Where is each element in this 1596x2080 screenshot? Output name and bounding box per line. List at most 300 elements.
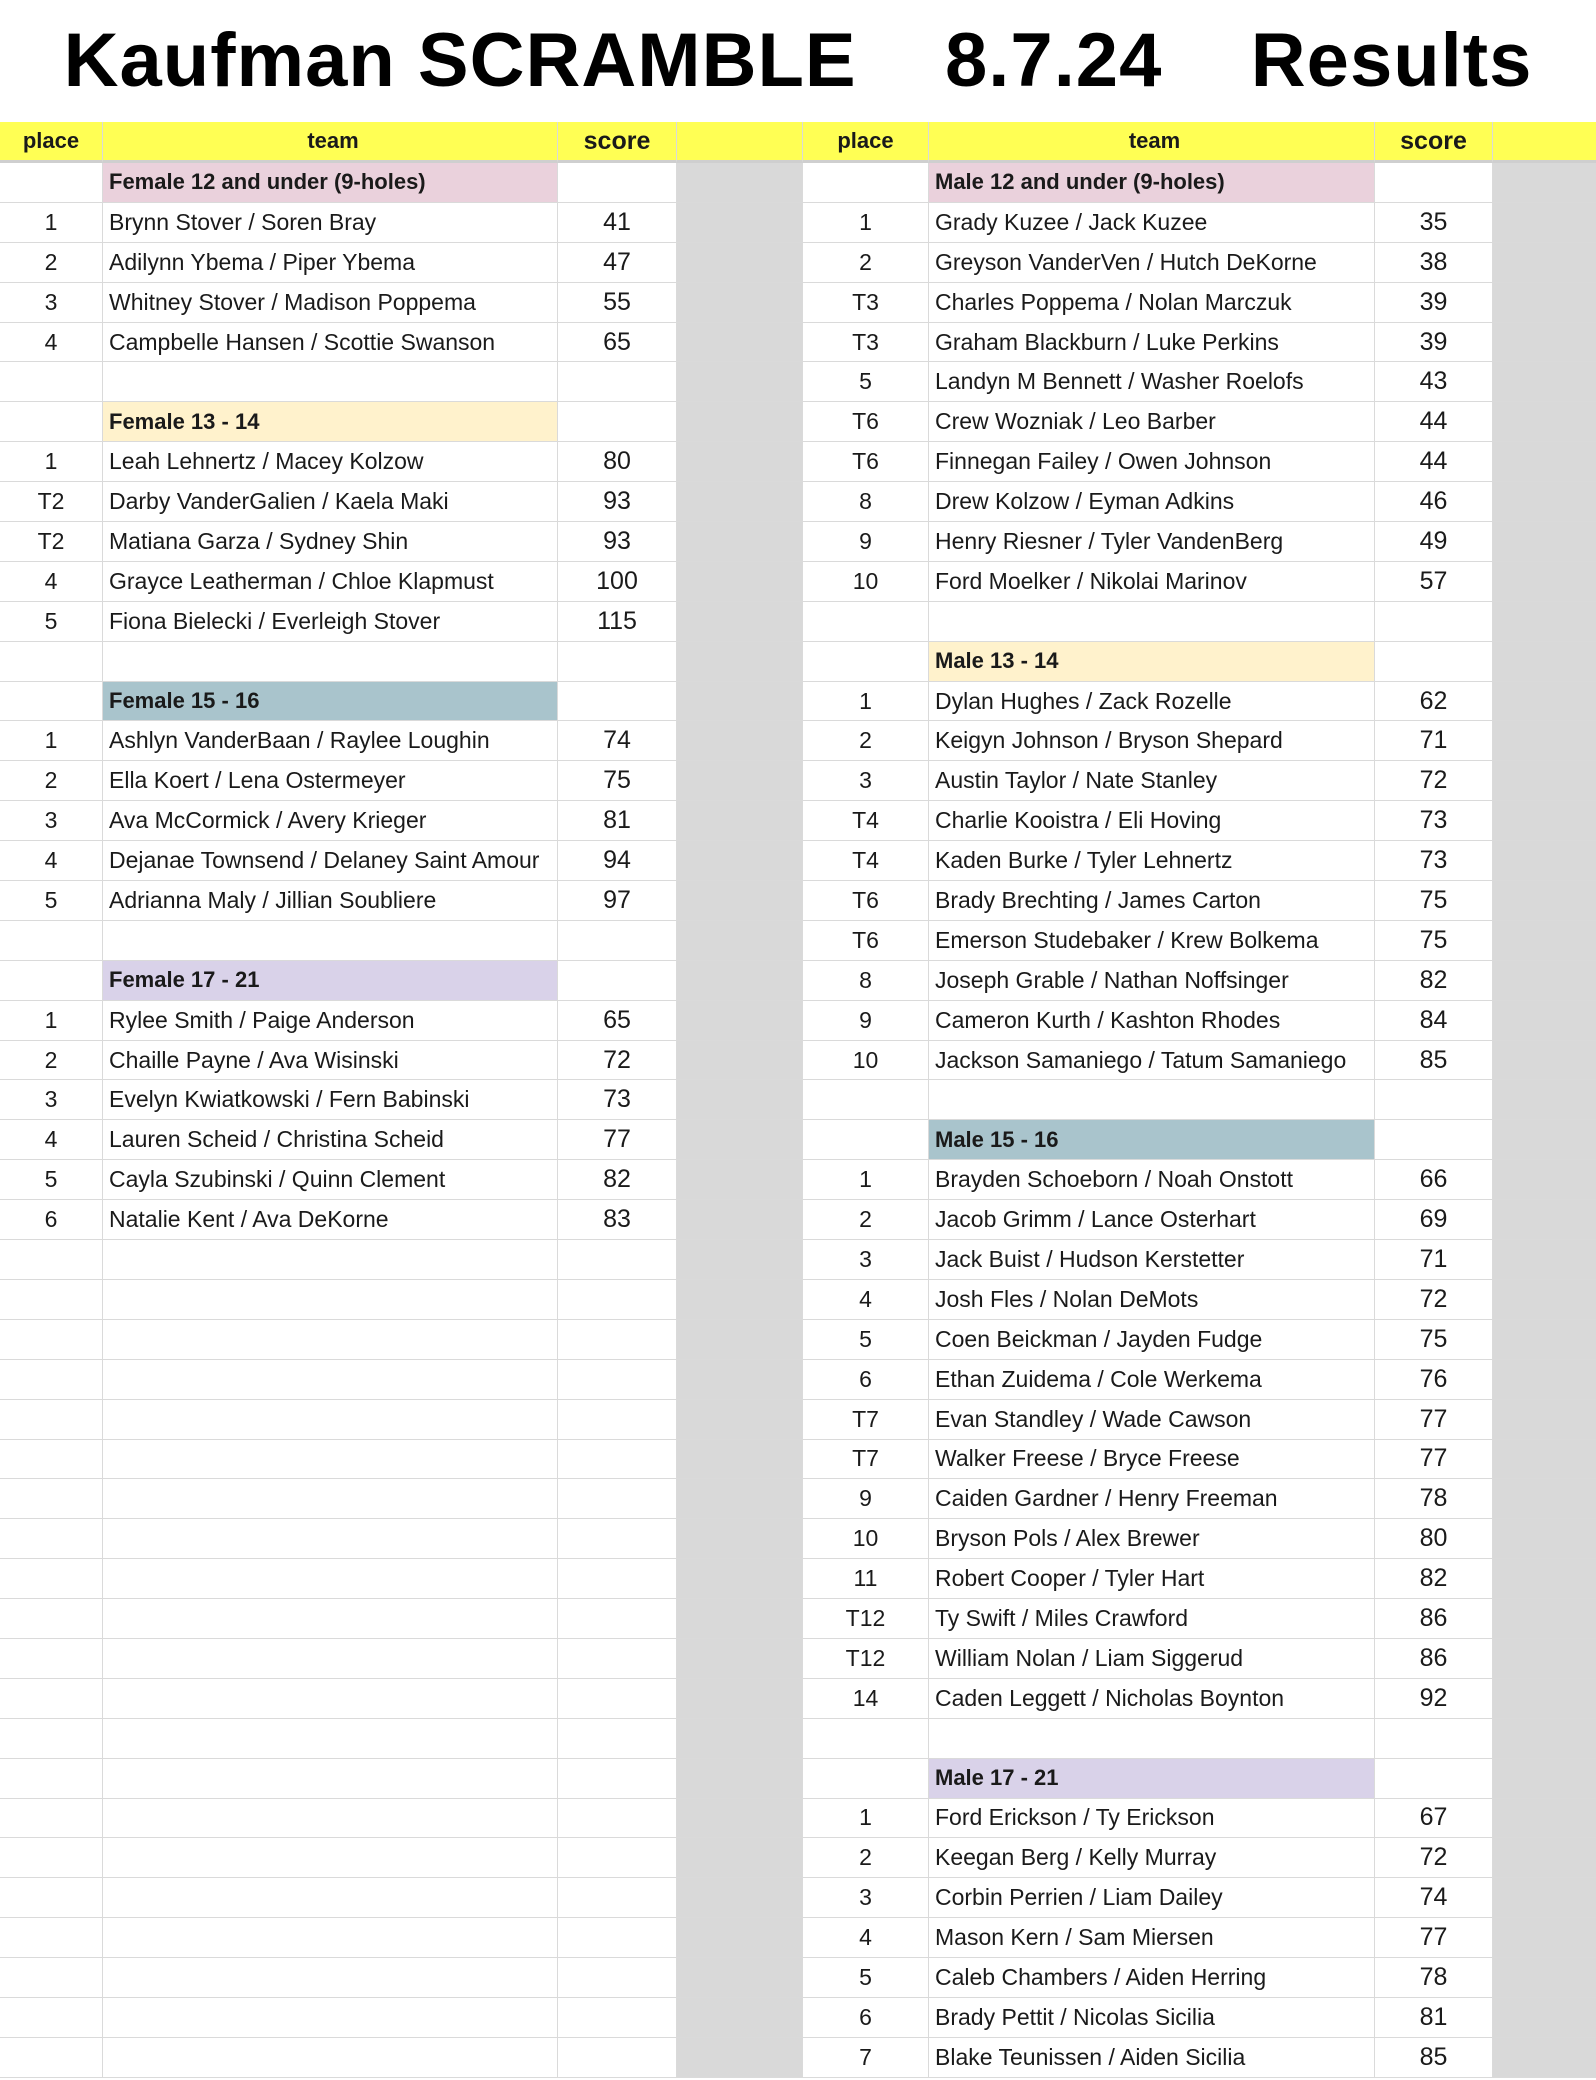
score-cell[interactable]: 85 xyxy=(1375,2038,1493,2078)
place-cell[interactable]: 4 xyxy=(0,1120,103,1160)
score-cell[interactable]: 71 xyxy=(1375,1240,1493,1280)
empty-cell[interactable] xyxy=(0,1998,103,2038)
team-cell[interactable]: Lauren Scheid / Christina Scheid xyxy=(103,1120,558,1160)
team-cell[interactable]: Ashlyn VanderBaan / Raylee Loughin xyxy=(103,721,558,761)
place-cell[interactable]: T6 xyxy=(803,921,929,961)
empty-cell[interactable] xyxy=(103,362,558,402)
empty-cell[interactable] xyxy=(558,1838,677,1878)
score-cell[interactable]: 43 xyxy=(1375,362,1493,402)
empty-cell[interactable] xyxy=(103,1759,558,1799)
place-cell[interactable]: 6 xyxy=(803,1360,929,1400)
empty-cell[interactable] xyxy=(558,1360,677,1400)
empty-cell[interactable] xyxy=(103,1918,558,1958)
place-cell[interactable]: T3 xyxy=(803,283,929,323)
separator-column-cell xyxy=(1493,642,1596,682)
team-cell[interactable]: Caleb Chambers / Aiden Herring xyxy=(929,1958,1375,1998)
empty-cell[interactable] xyxy=(103,1838,558,1878)
place-cell[interactable]: 3 xyxy=(0,1080,103,1120)
place-cell[interactable]: 4 xyxy=(803,1280,929,1320)
empty-cell[interactable] xyxy=(929,602,1375,642)
empty-cell[interactable] xyxy=(103,1799,558,1839)
empty-cell[interactable] xyxy=(558,682,677,722)
score-cell[interactable]: 94 xyxy=(558,841,677,881)
team-cell[interactable]: Drew Kolzow / Eyman Adkins xyxy=(929,482,1375,522)
team-cell[interactable]: Adrianna Maly / Jillian Soubliere xyxy=(103,881,558,921)
team-cell[interactable]: Caden Leggett / Nicholas Boynton xyxy=(929,1679,1375,1719)
score-cell[interactable]: 75 xyxy=(1375,881,1493,921)
team-cell[interactable]: Evelyn Kwiatkowski / Fern Babinski xyxy=(103,1080,558,1120)
place-cell[interactable]: 5 xyxy=(803,1320,929,1360)
score-cell[interactable]: 75 xyxy=(558,761,677,801)
score-cell[interactable]: 82 xyxy=(1375,961,1493,1001)
score-cell[interactable]: 77 xyxy=(1375,1400,1493,1440)
empty-cell[interactable] xyxy=(0,1759,103,1799)
team-cell[interactable]: William Nolan / Liam Siggerud xyxy=(929,1639,1375,1679)
team-cell[interactable]: Whitney Stover / Madison Poppema xyxy=(103,283,558,323)
place-cell[interactable]: T3 xyxy=(803,323,929,363)
team-cell[interactable]: Brady Pettit / Nicolas Sicilia xyxy=(929,1998,1375,2038)
empty-cell[interactable] xyxy=(558,1400,677,1440)
empty-cell[interactable] xyxy=(558,1280,677,1320)
empty-cell[interactable] xyxy=(0,362,103,402)
place-cell[interactable]: 1 xyxy=(803,1160,929,1200)
score-cell[interactable]: 46 xyxy=(1375,482,1493,522)
place-cell[interactable]: T2 xyxy=(0,522,103,562)
empty-cell[interactable] xyxy=(103,2038,558,2078)
place-cell[interactable]: 3 xyxy=(0,283,103,323)
empty-cell[interactable] xyxy=(103,1559,558,1599)
empty-cell[interactable] xyxy=(803,1719,929,1759)
team-cell[interactable]: Keigyn Johnson / Bryson Shepard xyxy=(929,721,1375,761)
score-cell[interactable]: 93 xyxy=(558,482,677,522)
empty-cell[interactable] xyxy=(803,642,929,682)
empty-cell[interactable] xyxy=(103,1958,558,1998)
place-cell[interactable]: T6 xyxy=(803,881,929,921)
score-cell[interactable]: 73 xyxy=(558,1080,677,1120)
separator-column-cell xyxy=(677,1998,803,2038)
team-cell[interactable]: Natalie Kent / Ava DeKorne xyxy=(103,1200,558,1240)
place-cell[interactable]: 1 xyxy=(0,1001,103,1041)
team-cell[interactable]: Brady Brechting / James Carton xyxy=(929,881,1375,921)
right-category-label[interactable]: Male 12 and under (9-holes) xyxy=(929,163,1375,203)
place-cell[interactable]: T2 xyxy=(0,482,103,522)
team-cell[interactable]: Finnegan Failey / Owen Johnson xyxy=(929,442,1375,482)
score-cell[interactable]: 76 xyxy=(1375,1360,1493,1400)
empty-cell[interactable] xyxy=(558,1799,677,1839)
score-cell[interactable]: 83 xyxy=(558,1200,677,1240)
team-cell[interactable]: Matiana Garza / Sydney Shin xyxy=(103,522,558,562)
left-category-label[interactable]: Female 12 and under (9-holes) xyxy=(103,163,558,203)
score-cell[interactable]: 67 xyxy=(1375,1799,1493,1839)
score-cell[interactable]: 77 xyxy=(558,1120,677,1160)
score-cell[interactable]: 82 xyxy=(1375,1559,1493,1599)
score-cell[interactable]: 77 xyxy=(1375,1918,1493,1958)
score-cell[interactable]: 65 xyxy=(558,323,677,363)
team-cell[interactable]: Evan Standley / Wade Cawson xyxy=(929,1400,1375,1440)
team-cell[interactable]: Adilynn Ybema / Piper Ybema xyxy=(103,243,558,283)
score-cell[interactable]: 74 xyxy=(558,721,677,761)
empty-cell[interactable] xyxy=(558,1559,677,1599)
empty-cell[interactable] xyxy=(0,1440,103,1480)
place-cell[interactable]: 4 xyxy=(0,562,103,602)
score-cell[interactable]: 81 xyxy=(558,801,677,841)
place-cell[interactable]: 2 xyxy=(0,1041,103,1081)
separator-column-cell xyxy=(677,961,803,1001)
team-cell[interactable]: Graham Blackburn / Luke Perkins xyxy=(929,323,1375,363)
empty-cell[interactable] xyxy=(1375,1120,1493,1160)
empty-cell[interactable] xyxy=(558,1719,677,1759)
team-cell[interactable]: Dylan Hughes / Zack Rozelle xyxy=(929,682,1375,722)
separator-column-cell xyxy=(1493,1200,1596,1240)
left-category-label[interactable]: Female 15 - 16 xyxy=(103,682,558,722)
empty-cell[interactable] xyxy=(558,362,677,402)
team-cell[interactable]: Ava McCormick / Avery Krieger xyxy=(103,801,558,841)
score-cell[interactable]: 80 xyxy=(1375,1519,1493,1559)
empty-cell[interactable] xyxy=(803,163,929,203)
score-cell[interactable]: 97 xyxy=(558,881,677,921)
score-cell[interactable]: 73 xyxy=(1375,841,1493,881)
team-cell[interactable]: Rylee Smith / Paige Anderson xyxy=(103,1001,558,1041)
team-cell[interactable]: Corbin Perrien / Liam Dailey xyxy=(929,1878,1375,1918)
place-cell[interactable]: T4 xyxy=(803,841,929,881)
empty-cell[interactable] xyxy=(1375,1080,1493,1120)
score-cell[interactable]: 85 xyxy=(1375,1041,1493,1081)
team-cell[interactable]: Robert Cooper / Tyler Hart xyxy=(929,1559,1375,1599)
empty-cell[interactable] xyxy=(558,1878,677,1918)
place-cell[interactable]: 2 xyxy=(803,721,929,761)
score-cell[interactable]: 71 xyxy=(1375,721,1493,761)
score-cell[interactable]: 78 xyxy=(1375,1958,1493,1998)
empty-cell[interactable] xyxy=(1375,602,1493,642)
place-cell[interactable]: T7 xyxy=(803,1440,929,1480)
empty-cell[interactable] xyxy=(558,1998,677,2038)
place-cell[interactable]: 3 xyxy=(803,1240,929,1280)
empty-cell[interactable] xyxy=(1375,642,1493,682)
team-cell[interactable]: Dejanae Townsend / Delaney Saint Amour xyxy=(103,841,558,881)
empty-cell[interactable] xyxy=(558,1679,677,1719)
separator-column-cell xyxy=(677,2038,803,2078)
empty-cell[interactable] xyxy=(103,1400,558,1440)
empty-cell[interactable] xyxy=(0,1400,103,1440)
team-cell[interactable]: Coen Beickman / Jayden Fudge xyxy=(929,1320,1375,1360)
score-cell[interactable]: 72 xyxy=(1375,1838,1493,1878)
right-category-label[interactable]: Male 17 - 21 xyxy=(929,1759,1375,1799)
empty-cell[interactable] xyxy=(103,1878,558,1918)
team-cell[interactable]: Chaille Payne / Ava Wisinski xyxy=(103,1041,558,1081)
empty-cell[interactable] xyxy=(0,1519,103,1559)
empty-cell[interactable] xyxy=(558,921,677,961)
empty-cell[interactable] xyxy=(558,1240,677,1280)
score-cell[interactable]: 75 xyxy=(1375,921,1493,961)
score-cell[interactable]: 73 xyxy=(1375,801,1493,841)
team-cell[interactable]: Greyson VanderVen / Hutch DeKorne xyxy=(929,243,1375,283)
empty-cell[interactable] xyxy=(558,2038,677,2078)
empty-cell[interactable] xyxy=(558,1440,677,1480)
score-cell[interactable]: 81 xyxy=(1375,1998,1493,2038)
empty-cell[interactable] xyxy=(103,1599,558,1639)
score-cell[interactable]: 86 xyxy=(1375,1639,1493,1679)
score-cell[interactable]: 86 xyxy=(1375,1599,1493,1639)
place-cell[interactable]: 4 xyxy=(0,323,103,363)
empty-cell[interactable] xyxy=(0,1280,103,1320)
place-cell[interactable]: 4 xyxy=(0,841,103,881)
empty-cell[interactable] xyxy=(0,1599,103,1639)
team-cell[interactable]: Charles Poppema / Nolan Marczuk xyxy=(929,283,1375,323)
place-cell[interactable]: 5 xyxy=(0,602,103,642)
team-cell[interactable]: Brayden Schoeborn / Noah Onstott xyxy=(929,1160,1375,1200)
separator-column-cell xyxy=(677,1360,803,1400)
empty-cell[interactable] xyxy=(0,682,103,722)
team-cell[interactable]: Fiona Bielecki / Everleigh Stover xyxy=(103,602,558,642)
empty-cell[interactable] xyxy=(1375,163,1493,203)
score-cell[interactable]: 55 xyxy=(558,283,677,323)
empty-cell[interactable] xyxy=(0,921,103,961)
separator-column-cell xyxy=(677,721,803,761)
left-category-label[interactable]: Female 17 - 21 xyxy=(103,961,558,1001)
team-cell[interactable]: Jacob Grimm / Lance Osterhart xyxy=(929,1200,1375,1240)
empty-cell[interactable] xyxy=(558,1918,677,1958)
separator-column-cell xyxy=(677,1280,803,1320)
place-cell[interactable]: 1 xyxy=(803,682,929,722)
team-cell[interactable]: Cameron Kurth / Kashton Rhodes xyxy=(929,1001,1375,1041)
place-cell[interactable]: 10 xyxy=(803,1519,929,1559)
empty-cell[interactable] xyxy=(558,163,677,203)
place-cell[interactable]: T7 xyxy=(803,1400,929,1440)
empty-cell[interactable] xyxy=(558,1479,677,1519)
empty-cell[interactable] xyxy=(103,1320,558,1360)
place-cell[interactable]: 3 xyxy=(803,761,929,801)
place-cell[interactable]: 5 xyxy=(803,362,929,402)
score-cell[interactable]: 80 xyxy=(558,442,677,482)
place-cell[interactable]: 4 xyxy=(803,1918,929,1958)
team-cell[interactable]: Ella Koert / Lena Ostermeyer xyxy=(103,761,558,801)
place-cell[interactable]: 1 xyxy=(803,1799,929,1839)
score-cell[interactable]: 49 xyxy=(1375,522,1493,562)
empty-cell[interactable] xyxy=(0,1559,103,1599)
place-cell[interactable]: 7 xyxy=(803,2038,929,2078)
empty-cell[interactable] xyxy=(0,1639,103,1679)
separator-column-cell xyxy=(1493,163,1596,203)
place-cell[interactable]: 11 xyxy=(803,1559,929,1599)
team-cell[interactable]: Ty Swift / Miles Crawford xyxy=(929,1599,1375,1639)
empty-cell[interactable] xyxy=(0,402,103,442)
empty-cell[interactable] xyxy=(558,1599,677,1639)
left-category-label[interactable]: Female 13 - 14 xyxy=(103,402,558,442)
place-cell[interactable]: T6 xyxy=(803,442,929,482)
score-cell[interactable]: 92 xyxy=(1375,1679,1493,1719)
place-cell[interactable]: 3 xyxy=(0,801,103,841)
empty-cell[interactable] xyxy=(0,1320,103,1360)
team-cell[interactable]: Crew Wozniak / Leo Barber xyxy=(929,402,1375,442)
place-cell[interactable]: 6 xyxy=(0,1200,103,1240)
place-cell[interactable]: 2 xyxy=(0,243,103,283)
place-cell[interactable]: 1 xyxy=(803,203,929,243)
score-cell[interactable]: 62 xyxy=(1375,682,1493,722)
empty-cell[interactable] xyxy=(0,1360,103,1400)
place-cell[interactable]: 5 xyxy=(0,1160,103,1200)
team-cell[interactable]: Landyn M Bennett / Washer Roelofs xyxy=(929,362,1375,402)
empty-cell[interactable] xyxy=(803,1759,929,1799)
place-cell[interactable]: T6 xyxy=(803,402,929,442)
team-cell[interactable]: Austin Taylor / Nate Stanley xyxy=(929,761,1375,801)
right-category-label[interactable]: Male 15 - 16 xyxy=(929,1120,1375,1160)
empty-cell[interactable] xyxy=(929,1719,1375,1759)
score-cell[interactable]: 78 xyxy=(1375,1479,1493,1519)
team-cell[interactable]: Josh Fles / Nolan DeMots xyxy=(929,1280,1375,1320)
score-cell[interactable]: 44 xyxy=(1375,402,1493,442)
place-cell[interactable]: 9 xyxy=(803,1001,929,1041)
place-cell[interactable]: 2 xyxy=(803,1200,929,1240)
empty-cell[interactable] xyxy=(1375,1759,1493,1799)
place-cell[interactable]: 2 xyxy=(803,1838,929,1878)
place-cell[interactable]: 1 xyxy=(0,442,103,482)
place-cell[interactable]: 10 xyxy=(803,1041,929,1081)
separator-column-cell xyxy=(1493,1320,1596,1360)
team-cell[interactable]: Ethan Zuidema / Cole Werkema xyxy=(929,1360,1375,1400)
empty-cell[interactable] xyxy=(558,1519,677,1559)
place-cell[interactable]: T12 xyxy=(803,1639,929,1679)
empty-cell[interactable] xyxy=(103,1280,558,1320)
place-cell[interactable]: 9 xyxy=(803,522,929,562)
empty-cell[interactable] xyxy=(0,1838,103,1878)
place-cell[interactable]: 8 xyxy=(803,961,929,1001)
score-cell[interactable]: 65 xyxy=(558,1001,677,1041)
empty-cell[interactable] xyxy=(558,961,677,1001)
score-cell[interactable]: 75 xyxy=(1375,1320,1493,1360)
empty-cell[interactable] xyxy=(929,1080,1375,1120)
score-cell[interactable]: 77 xyxy=(1375,1440,1493,1480)
place-cell[interactable]: T4 xyxy=(803,801,929,841)
place-cell[interactable]: 8 xyxy=(803,482,929,522)
place-cell[interactable]: 6 xyxy=(803,1998,929,2038)
empty-cell[interactable] xyxy=(0,1958,103,1998)
place-cell[interactable]: 1 xyxy=(0,721,103,761)
empty-cell[interactable] xyxy=(103,1240,558,1280)
score-cell[interactable]: 84 xyxy=(1375,1001,1493,1041)
right-category-label[interactable]: Male 13 - 14 xyxy=(929,642,1375,682)
team-cell[interactable]: Ford Moelker / Nikolai Marinov xyxy=(929,562,1375,602)
empty-cell[interactable] xyxy=(0,163,103,203)
empty-cell[interactable] xyxy=(103,642,558,682)
empty-cell[interactable] xyxy=(0,1719,103,1759)
score-cell[interactable]: 72 xyxy=(558,1041,677,1081)
score-cell[interactable]: 72 xyxy=(1375,761,1493,801)
score-cell[interactable]: 39 xyxy=(1375,323,1493,363)
empty-cell[interactable] xyxy=(103,1479,558,1519)
team-cell[interactable]: Caiden Gardner / Henry Freeman xyxy=(929,1479,1375,1519)
score-cell[interactable]: 69 xyxy=(1375,1200,1493,1240)
empty-cell[interactable] xyxy=(0,1878,103,1918)
score-cell[interactable]: 47 xyxy=(558,243,677,283)
place-cell[interactable]: 9 xyxy=(803,1479,929,1519)
team-cell[interactable]: Bryson Pols / Alex Brewer xyxy=(929,1519,1375,1559)
empty-cell[interactable] xyxy=(0,642,103,682)
team-cell[interactable]: Brynn Stover / Soren Bray xyxy=(103,203,558,243)
empty-cell[interactable] xyxy=(558,1639,677,1679)
place-cell[interactable]: 5 xyxy=(0,881,103,921)
score-cell[interactable]: 66 xyxy=(1375,1160,1493,1200)
empty-cell[interactable] xyxy=(0,1918,103,1958)
score-cell[interactable]: 115 xyxy=(558,602,677,642)
team-cell[interactable]: Emerson Studebaker / Krew Bolkema xyxy=(929,921,1375,961)
score-cell[interactable]: 38 xyxy=(1375,243,1493,283)
team-cell[interactable]: Mason Kern / Sam Miersen xyxy=(929,1918,1375,1958)
empty-cell[interactable] xyxy=(0,1240,103,1280)
team-cell[interactable]: Jack Buist / Hudson Kerstetter xyxy=(929,1240,1375,1280)
empty-cell[interactable] xyxy=(0,1799,103,1839)
place-cell[interactable]: 5 xyxy=(803,1958,929,1998)
empty-cell[interactable] xyxy=(1375,1719,1493,1759)
place-cell[interactable]: 14 xyxy=(803,1679,929,1719)
team-cell[interactable]: Ford Erickson / Ty Erickson xyxy=(929,1799,1375,1839)
empty-cell[interactable] xyxy=(0,1479,103,1519)
empty-cell[interactable] xyxy=(558,402,677,442)
empty-cell[interactable] xyxy=(0,2038,103,2078)
score-cell[interactable]: 57 xyxy=(1375,562,1493,602)
team-cell[interactable]: Jackson Samaniego / Tatum Samaniego xyxy=(929,1041,1375,1081)
empty-cell[interactable] xyxy=(558,642,677,682)
empty-cell[interactable] xyxy=(803,1080,929,1120)
place-cell[interactable]: 1 xyxy=(0,203,103,243)
team-cell[interactable]: Campbelle Hansen / Scottie Swanson xyxy=(103,323,558,363)
empty-cell[interactable] xyxy=(103,921,558,961)
empty-cell[interactable] xyxy=(803,1120,929,1160)
empty-cell[interactable] xyxy=(103,1679,558,1719)
team-cell[interactable]: Walker Freese / Bryce Freese xyxy=(929,1440,1375,1480)
score-cell[interactable]: 44 xyxy=(1375,442,1493,482)
score-cell[interactable]: 82 xyxy=(558,1160,677,1200)
empty-cell[interactable] xyxy=(558,1320,677,1360)
team-cell[interactable]: Kaden Burke / Tyler Lehnertz xyxy=(929,841,1375,881)
empty-cell[interactable] xyxy=(0,961,103,1001)
score-cell[interactable]: 41 xyxy=(558,203,677,243)
score-cell[interactable]: 72 xyxy=(1375,1280,1493,1320)
empty-cell[interactable] xyxy=(558,1958,677,1998)
team-cell[interactable]: Keegan Berg / Kelly Murray xyxy=(929,1838,1375,1878)
empty-cell[interactable] xyxy=(103,1998,558,2038)
team-cell[interactable]: Henry Riesner / Tyler VandenBerg xyxy=(929,522,1375,562)
empty-cell[interactable] xyxy=(0,1679,103,1719)
separator-column-cell xyxy=(677,203,803,243)
empty-cell[interactable] xyxy=(103,1360,558,1400)
empty-cell[interactable] xyxy=(103,1639,558,1679)
empty-cell[interactable] xyxy=(103,1519,558,1559)
place-cell[interactable]: 2 xyxy=(0,761,103,801)
score-cell[interactable]: 35 xyxy=(1375,203,1493,243)
team-cell[interactable]: Grady Kuzee / Jack Kuzee xyxy=(929,203,1375,243)
empty-cell[interactable] xyxy=(558,1759,677,1799)
team-cell[interactable]: Charlie Kooistra / Eli Hoving xyxy=(929,801,1375,841)
score-cell[interactable]: 74 xyxy=(1375,1878,1493,1918)
empty-cell[interactable] xyxy=(803,602,929,642)
team-cell[interactable]: Joseph Grable / Nathan Noffsinger xyxy=(929,961,1375,1001)
team-cell[interactable]: Blake Teunissen / Aiden Sicilia xyxy=(929,2038,1375,2078)
team-cell[interactable]: Grayce Leatherman / Chloe Klapmust xyxy=(103,562,558,602)
team-cell[interactable]: Cayla Szubinski / Quinn Clement xyxy=(103,1160,558,1200)
place-cell[interactable]: 3 xyxy=(803,1878,929,1918)
place-cell[interactable]: 10 xyxy=(803,562,929,602)
empty-cell[interactable] xyxy=(103,1719,558,1759)
separator-column-cell xyxy=(677,283,803,323)
score-cell[interactable]: 93 xyxy=(558,522,677,562)
empty-cell[interactable] xyxy=(103,1440,558,1480)
place-cell[interactable]: T12 xyxy=(803,1599,929,1639)
score-cell[interactable]: 39 xyxy=(1375,283,1493,323)
score-cell[interactable]: 100 xyxy=(558,562,677,602)
team-cell[interactable]: Darby VanderGalien / Kaela Maki xyxy=(103,482,558,522)
place-cell[interactable]: 2 xyxy=(803,243,929,283)
team-cell[interactable]: Leah Lehnertz / Macey Kolzow xyxy=(103,442,558,482)
